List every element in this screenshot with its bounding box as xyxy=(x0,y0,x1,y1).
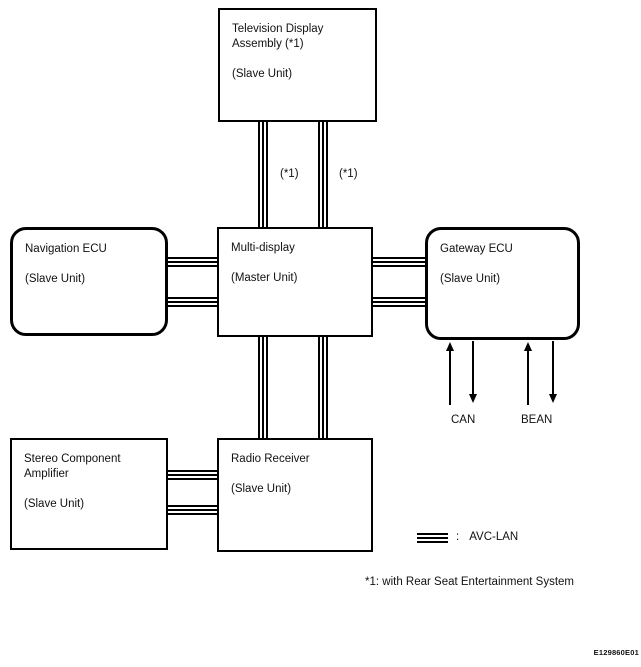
can-label: CAN xyxy=(451,414,476,426)
legend-separator: : xyxy=(456,531,460,543)
bus-multi-gateway-top xyxy=(371,257,426,267)
node-title xyxy=(232,22,365,52)
footnote-star1: *1: with Rear Seat Entertainment System xyxy=(365,576,575,588)
can-down-arrow xyxy=(469,341,477,403)
bus-stereo-radio-top xyxy=(166,470,218,480)
bus-nav-multi-top xyxy=(166,257,218,267)
bus-nav-multi-bottom xyxy=(166,297,218,307)
node-title xyxy=(24,452,156,482)
node-navigation-ecu xyxy=(10,227,168,336)
node-title xyxy=(440,242,567,257)
node-title xyxy=(231,241,361,256)
legend-avc-lan xyxy=(417,531,518,543)
legend-label: AVC-LAN xyxy=(469,531,519,543)
node-title xyxy=(25,242,155,257)
node-title-line: Stereo Component xyxy=(24,453,121,465)
document-id: E129860E01 xyxy=(593,648,639,657)
node-gateway-ecu xyxy=(425,227,580,340)
node-role: (Slave Unit) xyxy=(440,273,501,285)
node-title-line: Multi-display xyxy=(231,242,295,254)
edge-label-star1-right: (*1) xyxy=(339,168,358,180)
bus-multi-radio-right xyxy=(318,335,328,439)
node-multi-display xyxy=(217,227,373,337)
node-title-line: Radio Receiver xyxy=(231,453,310,465)
node-title xyxy=(231,452,361,467)
bean-label: BEAN xyxy=(521,414,553,426)
bus-tv-multi-right xyxy=(318,120,328,228)
node-role: (Master Unit) xyxy=(231,272,298,284)
bus-stereo-radio-bottom xyxy=(166,505,218,515)
node-role: (Slave Unit) xyxy=(24,498,85,510)
node-title-line: Gateway ECU xyxy=(440,243,513,255)
node-role: (Slave Unit) xyxy=(25,273,86,285)
node-stereo-component-amplifier xyxy=(10,438,168,550)
node-radio-receiver xyxy=(217,438,373,552)
bus-multi-gateway-bottom xyxy=(371,297,426,307)
can-up-arrow xyxy=(446,342,454,405)
node-title-line: Amplifier xyxy=(24,468,69,480)
node-role: (Slave Unit) xyxy=(232,68,293,80)
bus-multi-radio-left xyxy=(258,335,268,439)
node-title-line: Assembly (*1) xyxy=(232,38,304,50)
bean-down-arrow xyxy=(549,341,557,403)
node-title-line: Television Display xyxy=(232,23,324,35)
edge-label-star1-left: (*1) xyxy=(280,168,299,180)
bean-up-arrow xyxy=(524,342,532,405)
bus-tv-multi-left xyxy=(258,120,268,228)
node-television-display-assembly xyxy=(218,8,377,122)
node-title-line: Navigation ECU xyxy=(25,243,107,255)
node-role: (Slave Unit) xyxy=(231,483,292,495)
avc-lan-line-symbol xyxy=(417,533,448,543)
